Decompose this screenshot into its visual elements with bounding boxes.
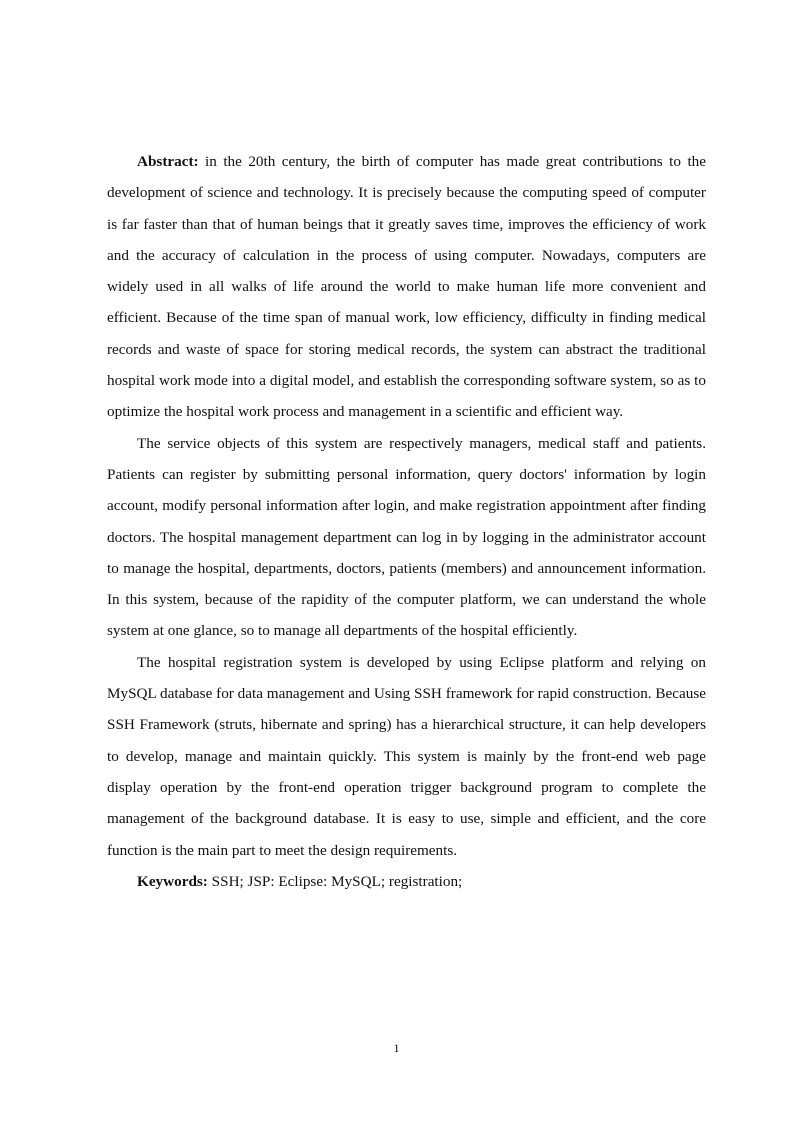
abstract-section bbox=[107, 146, 706, 897]
abstract-paragraph-1-text: in the 20th century, the birth of computer has made great contributions to the development of science and technology. It is precisely because the computing speed of computer is far faster than that of human beings that it greatly saves time, improves the efficiency of work and the accuracy of calculation in the process of using computer. Nowadays, computers are widely used in all walks of life around the world to make human life more convenient and efficient. Because of the time span of manual work, low efficiency, difficulty in finding medical records and waste of space for storing medical records, the system can abstract the traditional hospital work mode into a digital model, and establish the corresponding software system, so as to optimize the hospital work process and management in a scientific and efficient way. bbox=[107, 153, 706, 421]
page-number: 1 bbox=[393, 1041, 400, 1055]
abstract-paragraph-3: The hospital registration system is developed by using Eclipse platform and relying on MySQL database for data management and Using SSH framework for rapid construction. Because SSH Framework (struts, hibernate and spring) has a hierarchical structure, it can help developers to develop, manage and maintain quickly. This system is mainly by the front-end web page display operation by the front-end operation trigger background program to complete the management of the background database. It is easy to use, simple and efficient, and the core function is the main part to meet the design requirements. bbox=[107, 653, 706, 859]
abstract-paragraph-2: The service objects of this system are respectively managers, medical staff and patients. Patients can register by submitting personal information, query doctors' information by login account, modify personal information after login, and make registration appointment after finding doctors. The hospital management department can log in by logging in the administrator account to manage the hospital, departments, doctors, patients (members) and announcement information. In this system, because of the rapidity of the computer platform, we can understand the whole system at one glance, so to manage all departments of the hospital efficiently. bbox=[107, 434, 706, 640]
abstract-paragraph-1 bbox=[107, 146, 706, 428]
keywords-label: Keywords: bbox=[137, 872, 208, 890]
abstract-label: Abstract: bbox=[137, 153, 199, 170]
keywords-line bbox=[107, 866, 706, 897]
keywords-text: SSH; JSP: Eclipse: MySQL; registration; bbox=[207, 872, 463, 890]
